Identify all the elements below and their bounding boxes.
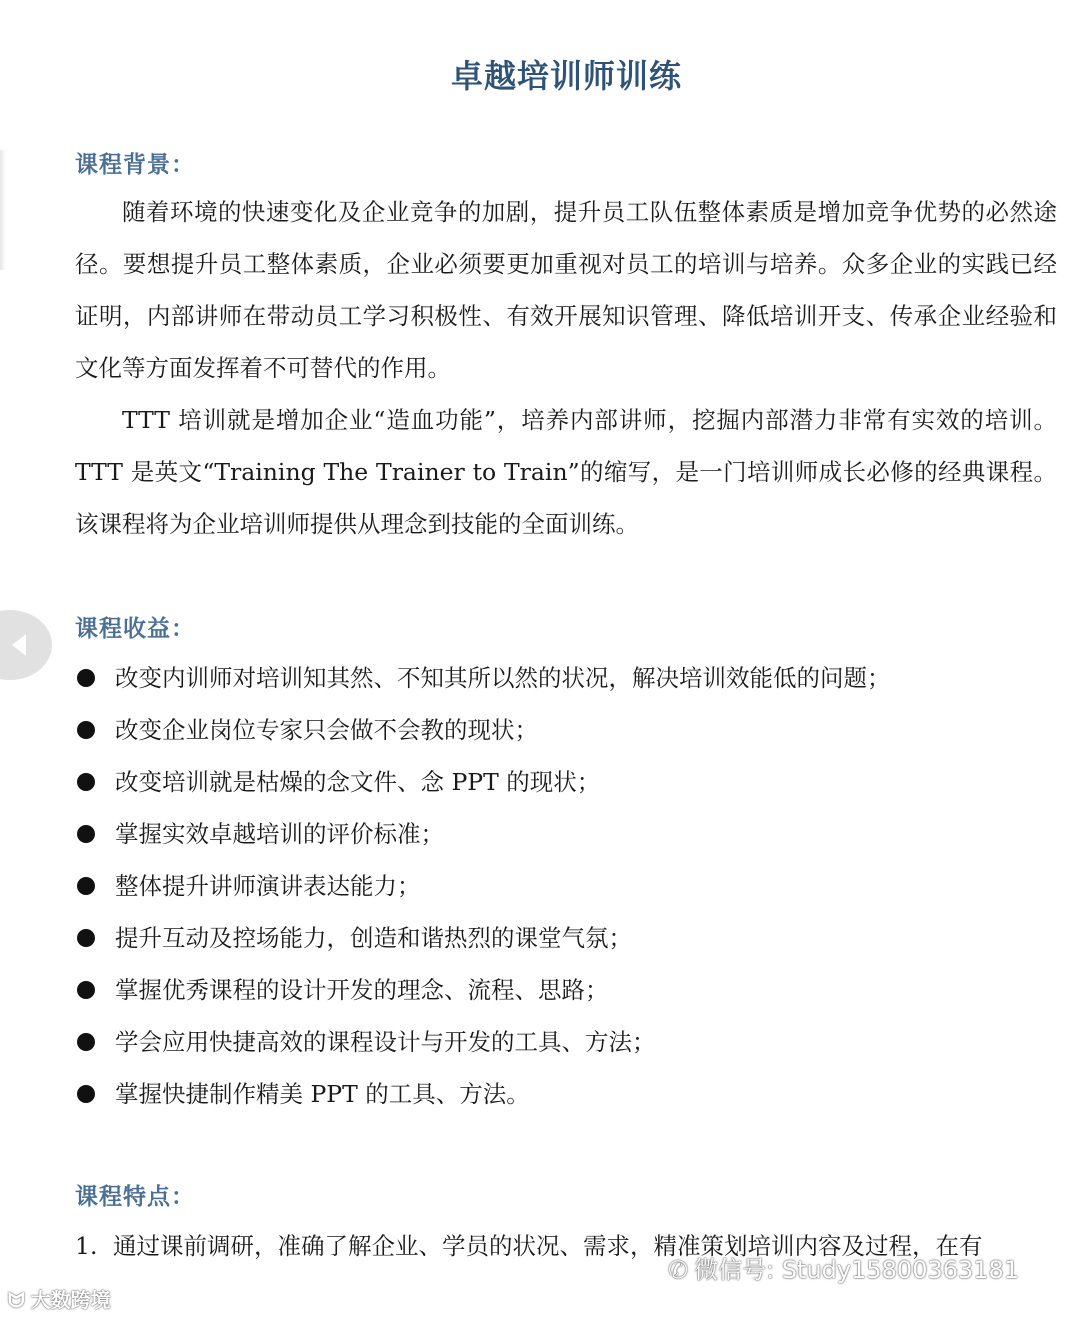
features-item-number: 1. [75,1232,98,1260]
bullet-dot-icon [77,981,95,999]
section-heading-background: 课程背景： [75,151,195,178]
bullet-dot-icon [77,929,95,947]
bullet-dot-icon [77,825,95,843]
background-paragraph-2: TTT 培训就是增加企业“造血功能”，培养内部讲师，挖掘内部潜力非常有实效的培训。TTT 是英文“Training The Trainer to Train”的缩写，是一门培训师成长必修的经典课程。该课程将为企业培训师提供从理念到技能的全面训练。 [75,406,1057,538]
list-item-text: 掌握快捷制作精美 PPT 的工具、方法。 [115,1080,530,1108]
list-item [75,652,891,704]
list-item [75,1068,891,1120]
list-item [75,756,891,808]
benefits-list [75,652,891,1120]
left-edge-shadow [0,150,6,270]
page-title: 卓越培训师训练 [450,57,682,96]
section-heading-benefits: 课程收益： [75,615,195,642]
list-item [75,964,891,1016]
bullet-dot-icon [77,1033,95,1051]
brand-logo-icon: ᗢ [8,1288,25,1312]
list-item [75,704,891,756]
list-item [75,860,891,912]
left-arrow-icon[interactable] [0,610,52,680]
watermark-left [8,1284,111,1313]
watermark-left-text: 大数跨境 [30,1288,111,1312]
list-item-text: 提升互动及控场能力，创造和谐热烈的课堂气氛； [115,924,632,952]
bullet-dot-icon [77,1085,95,1103]
bullet-dot-icon [77,721,95,739]
list-item [75,912,891,964]
list-item-text: 学会应用快捷高效的课程设计与开发的工具、方法； [115,1028,656,1056]
watermark-right [668,1250,1019,1285]
background-paragraph-1: 随着环境的快速变化及企业竞争的加剧，提升员工队伍整体素质是增加竞争优势的必然途径。要想提升员工整体素质，企业必须要更加重视对员工的培训与培养。众多企业的实践已经证明，内部讲师在带动员工学习积极性、有效开展知识管理、降低培训开支、传承企业经验和文化等方面发挥着不可替代的作用。 [75,198,1057,382]
list-item-text: 改变培训就是枯燥的念文件、念 PPT 的现状； [115,768,601,796]
watermark-right-text: 微信号: Study15800363181 [694,1256,1020,1284]
features-item-text: 通过课前调研，准确了解企业、学员的状况、需求，精准策划培训内容及过程，在有 [113,1232,983,1260]
bullet-dot-icon [77,773,95,791]
list-item [75,808,891,860]
list-item-text: 掌握优秀课程的设计开发的理念、流程、思路； [115,976,609,1004]
section-heading-features: 课程特点： [75,1183,195,1210]
list-item-text: 改变内训师对培训知其然、不知其所以然的状况，解决培训效能低的问题； [115,664,891,692]
wechat-icon: ✆ [668,1256,689,1284]
bullet-dot-icon [77,877,95,895]
list-item-text: 掌握实效卓越培训的评价标准； [115,820,444,848]
list-item-text: 改变企业岗位专家只会做不会教的现状； [115,716,538,744]
bullet-dot-icon [77,669,95,687]
list-item-text: 整体提升讲师演讲表达能力； [115,872,421,900]
list-item [75,1016,891,1068]
